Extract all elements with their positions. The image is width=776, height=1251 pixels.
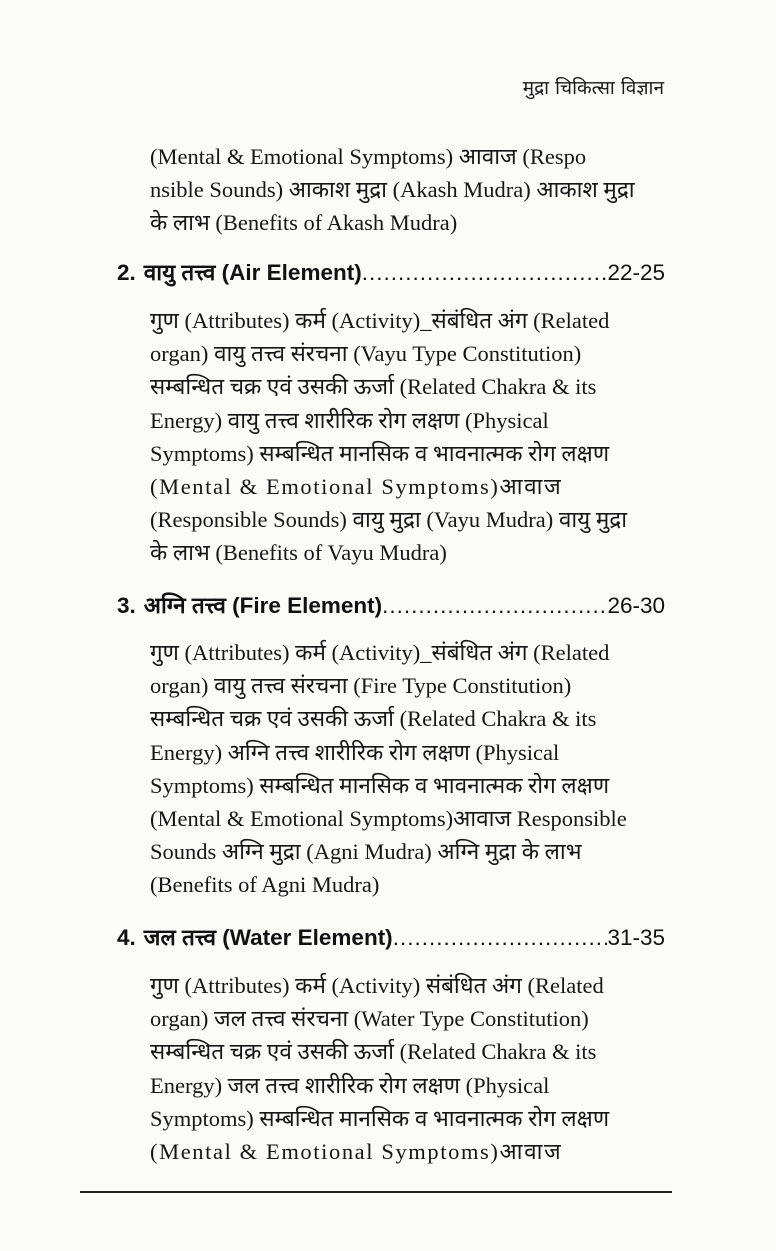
water-element-description (150, 969, 667, 1168)
section-title: वायु तत्त्व (Air Element) (143, 260, 362, 285)
text-line: गुण (Attributes) कर्म (Activity) संबंधित अंग (Related (150, 973, 604, 998)
section-number: 4. (117, 925, 136, 950)
text-line: (Mental & Emotional Symptoms)आवाज (150, 1139, 563, 1165)
toc-entry-water-element (117, 921, 665, 952)
section-title: जल तत्त्व (Water Element) (143, 925, 393, 950)
text-line: Energy) अग्नि तत्त्व शारीरिक रोग लक्षण (Physical (150, 739, 560, 765)
air-element-description (150, 304, 667, 570)
text-line: (Mental & Emotional Symptoms) आवाज (Respo (150, 144, 587, 169)
text-line: सम्बन्धित चक्र एवं उसकी ऊर्जा (Related Chakra & its (150, 706, 597, 732)
section-title: अग्नि तत्त्व (Fire Element) (143, 593, 383, 618)
dot-leader (393, 925, 608, 951)
text-line: Symptoms) सम्बन्धित मानसिक व भावनात्मक रोग लक्षण (150, 440, 610, 466)
text-line: (Benefits of Agni Mudra) (150, 872, 380, 898)
section-number: 2. (117, 260, 136, 285)
text-line: सम्बन्धित चक्र एवं उसकी ऊर्जा (Related Chakra & its (150, 1039, 597, 1065)
toc-entry-air-element (117, 256, 665, 287)
dot-leader (382, 593, 607, 619)
text-line: के लाभ (Benefits of Vayu Mudra) (150, 540, 447, 566)
text-line: organ) वायु तत्त्व संरचना (Vayu Type Constitution) (150, 341, 582, 367)
text-line: nsible Sounds) आकाश मुद्रा (Akash Mudra) आकाश मुद्रा (150, 177, 635, 203)
running-head: मुद्रा चिकित्सा विज्ञान (522, 77, 664, 99)
text-line: (Responsible Sounds) वायु मुद्रा (Vayu Mudra) वायु मुद्रा (150, 507, 628, 533)
text-line: organ) वायु तत्त्व संरचना (Fire Type Constitution) (150, 673, 572, 699)
section-number: 3. (117, 593, 136, 618)
text-line: सम्बन्धित चक्र एवं उसकी ऊर्जा (Related Chakra & its (150, 374, 597, 400)
page-range: 26-30 (607, 593, 665, 618)
text-line: Sounds अग्नि मुद्रा (Agni Mudra) अग्नि मुद्रा के लाभ (150, 839, 582, 865)
page-range: 22-25 (607, 260, 665, 285)
page-range: 31-35 (607, 925, 665, 950)
text-line: Energy) वायु तत्त्व शारीरिक रोग लक्षण (Physical (150, 407, 549, 433)
toc-entry-fire-element (117, 589, 665, 620)
text-line: Symptoms) सम्बन्धित मानसिक व भावनात्मक रोग लक्षण (150, 1105, 610, 1131)
text-line: (Mental & Emotional Symptoms)आवाज (150, 474, 563, 500)
text-line: Energy) जल तत्त्व शारीरिक रोग लक्षण (Physical (150, 1072, 550, 1098)
text-line: Symptoms) सम्बन्धित मानसिक व भावनात्मक रोग लक्षण (150, 772, 610, 798)
footer-rule (80, 1191, 672, 1193)
text-line: गुण (Attributes) कर्म (Activity)_संबंधित अंग (Related (150, 308, 610, 333)
text-line: के लाभ (Benefits of Akash Mudra) (150, 210, 458, 236)
text-line: (Mental & Emotional Symptoms)आवाज Responsible (150, 806, 627, 832)
intro-paragraph (150, 140, 667, 240)
fire-element-description (150, 636, 667, 902)
dot-leader (362, 260, 608, 286)
text-line: गुण (Attributes) कर्म (Activity)_संबंधित अंग (Related (150, 640, 610, 665)
text-line: organ) जल तत्त्व संरचना (Water Type Constitution) (150, 1006, 589, 1032)
